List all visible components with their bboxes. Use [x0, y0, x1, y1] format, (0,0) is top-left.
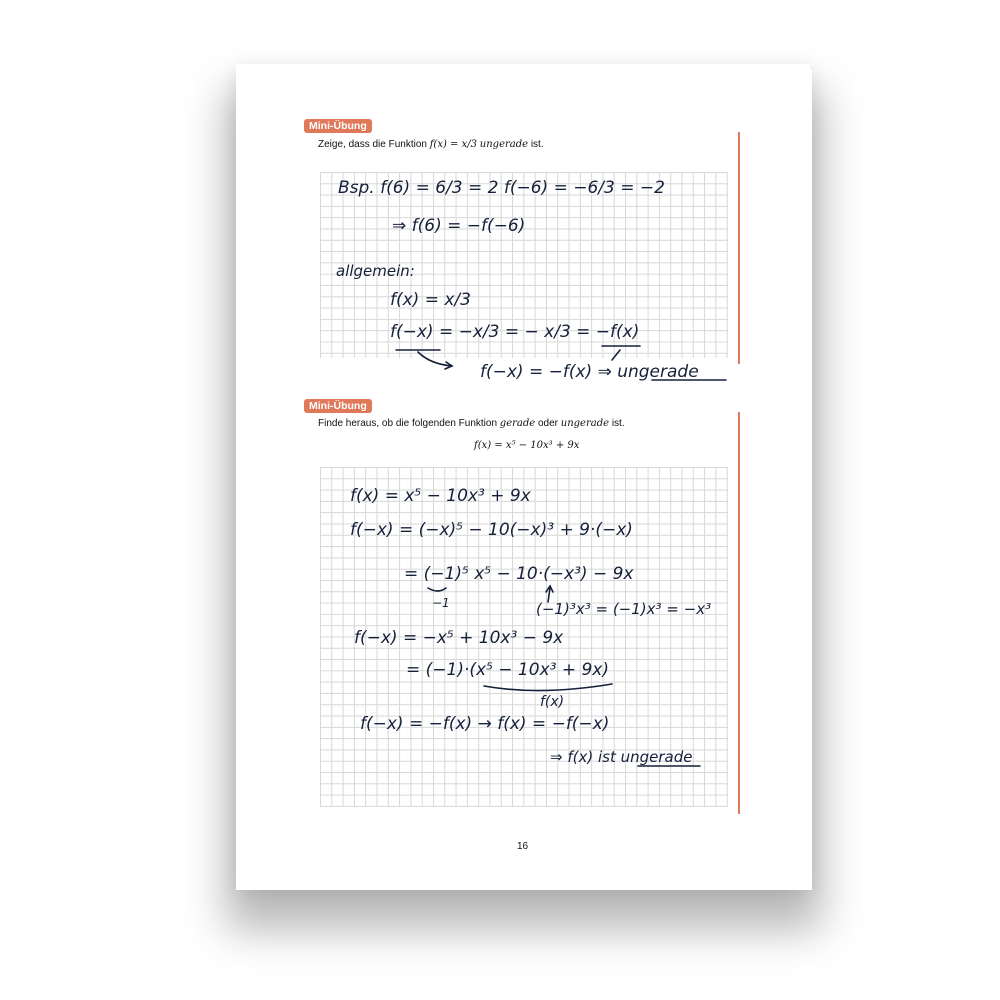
instruction-text: Zeige, dass die Funktion	[318, 139, 427, 150]
mini-uebung-badge: Mini-Übung	[304, 399, 372, 413]
exercise-formula: f(x) = x⁵ − 10x³ + 9x	[474, 440, 580, 451]
handwritten-note: (−1)³x³ = (−1)x³ = −x³	[536, 600, 712, 618]
instruction-text-end: ist.	[611, 418, 625, 429]
exercise-instruction	[318, 139, 544, 150]
handwritten-line: ⇒ f(x) ist ungerade	[550, 748, 693, 766]
handwritten-line: Bsp. f(6) = 6/3 = 2 f(−6) = −6/3 = −2	[338, 178, 665, 198]
handwritten-line: ⇒ f(6) = −f(−6)	[392, 216, 526, 236]
handwritten-line: f(−x) = −f(x) → f(x) = −f(−x)	[360, 714, 610, 734]
instruction-text: Finde heraus, ob die folgenden Funktion	[318, 418, 498, 429]
instruction-math: f(x) = x/3	[429, 139, 477, 150]
handwritten-line: f(−x) = −x⁵ + 10x³ − 9x	[354, 628, 564, 648]
page-number: 16	[517, 841, 529, 852]
instruction-text-mid: oder	[537, 418, 558, 429]
handwritten-line: f(x) = x/3	[390, 290, 471, 310]
handwritten-line: = (−1)·(x⁵ − 10x³ + 9x)	[406, 660, 610, 680]
mini-uebung-badge: Mini-Übung	[304, 119, 372, 133]
handwritten-line: f(−x) = −x/3 = − x/3 = −f(x)	[390, 322, 640, 342]
handwritten-line: f(x) = x⁵ − 10x³ + 9x	[350, 486, 531, 506]
instruction-emphasis: ungerade	[560, 418, 610, 429]
handwritten-note: f(x)	[540, 694, 565, 710]
handwritten-line: = (−1)⁵ x⁵ − 10·(−x³) − 9x	[404, 564, 634, 584]
instruction-emphasis: gerade	[499, 418, 536, 429]
margin-accent-line	[738, 132, 740, 364]
instruction-text-end: ist.	[530, 139, 544, 150]
handwritten-line: allgemein:	[336, 262, 415, 280]
handwritten-note: −1	[432, 596, 450, 610]
exercise-instruction	[318, 418, 625, 429]
handwritten-line: f(−x) = −f(x) ⇒ ungerade	[480, 362, 699, 382]
handwritten-line: f(−x) = (−x)⁵ − 10(−x)³ + 9·(−x)	[350, 520, 633, 540]
instruction-emphasis: ungerade	[479, 139, 529, 150]
margin-accent-line	[738, 412, 740, 814]
